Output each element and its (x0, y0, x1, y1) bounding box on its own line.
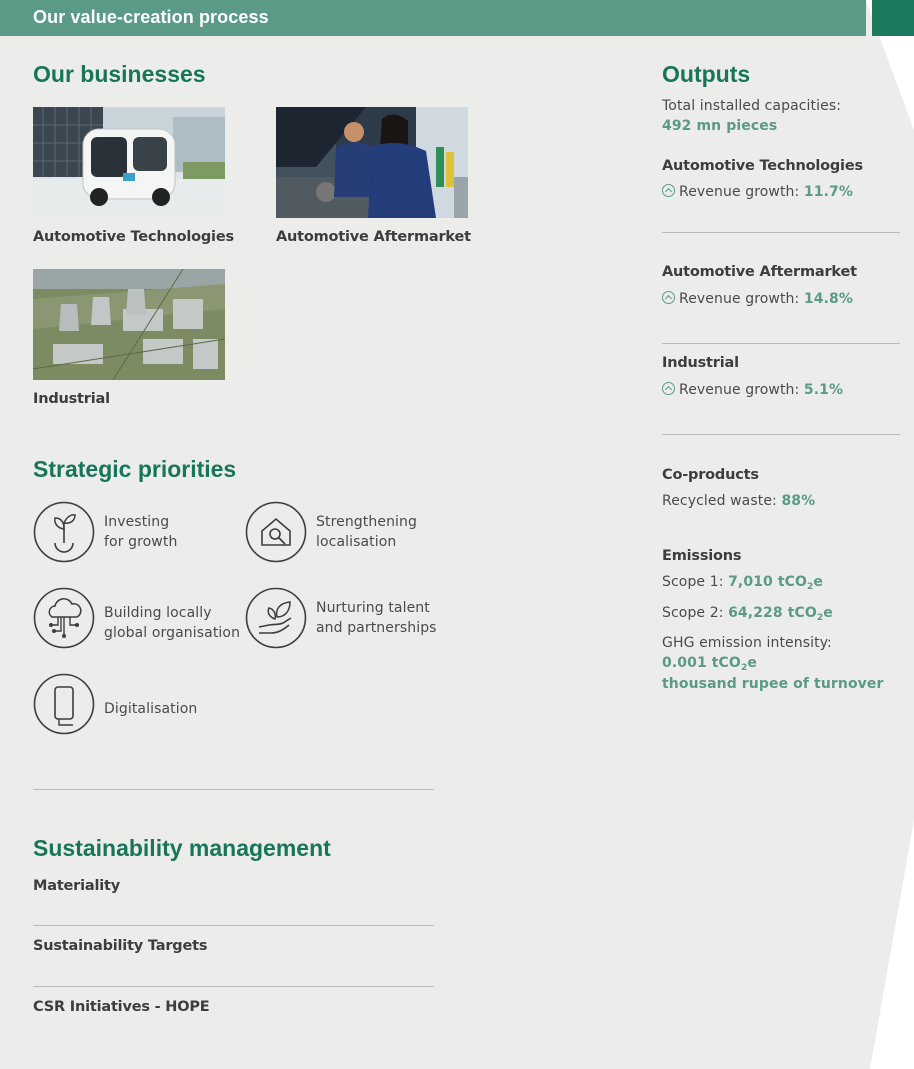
divider (662, 343, 900, 344)
priority-label: Digitalisation (104, 701, 198, 717)
page-title: Our value-creation process (33, 7, 269, 27)
hand-leaf-icon (245, 587, 307, 649)
cloud-network-icon (33, 587, 95, 649)
priorities-heading: Strategic priorities (33, 456, 237, 482)
intensity-label: GHG emission intensity: (662, 635, 832, 651)
divider (662, 434, 900, 435)
outputs-heading: Outputs (662, 61, 751, 87)
autonomous-vehicle-photo (33, 107, 225, 218)
scope2-metric: Scope 2: 64,228 tCO$_2$e (662, 605, 833, 623)
scope1-metric: Scope 1: 7,010 tCO$_2$e (662, 574, 824, 592)
chevron-up-icon (662, 382, 675, 395)
priority-label: Building locally global organisation (104, 605, 241, 641)
divider (33, 789, 434, 790)
aftermarket-workshop-photo (276, 107, 468, 218)
coproducts-name: Co-products (662, 467, 759, 483)
segment-name: Industrial (662, 355, 739, 371)
intensity-unit: thousand rupee of turnover (662, 676, 884, 692)
priority-label: Investing for growth (104, 514, 178, 550)
segment-metric: Revenue growth: 5.1% (662, 382, 843, 398)
capacity-label: Total installed capacities: (662, 98, 842, 114)
sustainability-heading: Sustainability management (33, 835, 331, 861)
divider (662, 232, 900, 233)
industrial-plant-photo (33, 269, 225, 380)
segment-name: Automotive Technologies (662, 158, 863, 174)
intensity-value: 0.001 tCO$_2$e (662, 655, 757, 673)
coproducts-metric: Recycled waste: 88% (662, 493, 816, 509)
chevron-up-icon (662, 291, 675, 304)
plant-growth-icon (33, 501, 95, 563)
business-label: Industrial (33, 391, 110, 407)
business-label: Automotive Aftermarket (276, 229, 471, 245)
priority-label: Nurturing talent and partnerships (316, 600, 437, 636)
smartphone-icon (33, 673, 95, 735)
business-label: Automotive Technologies (33, 229, 234, 245)
header-tab-marker (872, 0, 914, 36)
chevron-up-icon (662, 184, 675, 197)
capacity-value: 492 mn pieces (662, 118, 778, 134)
segment-name: Automotive Aftermarket (662, 264, 857, 280)
segment-metric: Revenue growth: 11.7% (662, 184, 853, 200)
businesses-heading: Our businesses (33, 61, 206, 87)
divider (33, 986, 434, 987)
sustainability-item: CSR Initiatives - HOPE (33, 999, 210, 1015)
emissions-name: Emissions (662, 548, 742, 564)
sustainability-item: Materiality (33, 878, 121, 894)
segment-metric: Revenue growth: 14.8% (662, 291, 853, 307)
priority-label: Strengthening localisation (316, 514, 417, 550)
section-header-bar (0, 0, 866, 36)
sustainability-item: Sustainability Targets (33, 938, 208, 954)
divider (33, 925, 434, 926)
house-search-icon (245, 501, 307, 563)
